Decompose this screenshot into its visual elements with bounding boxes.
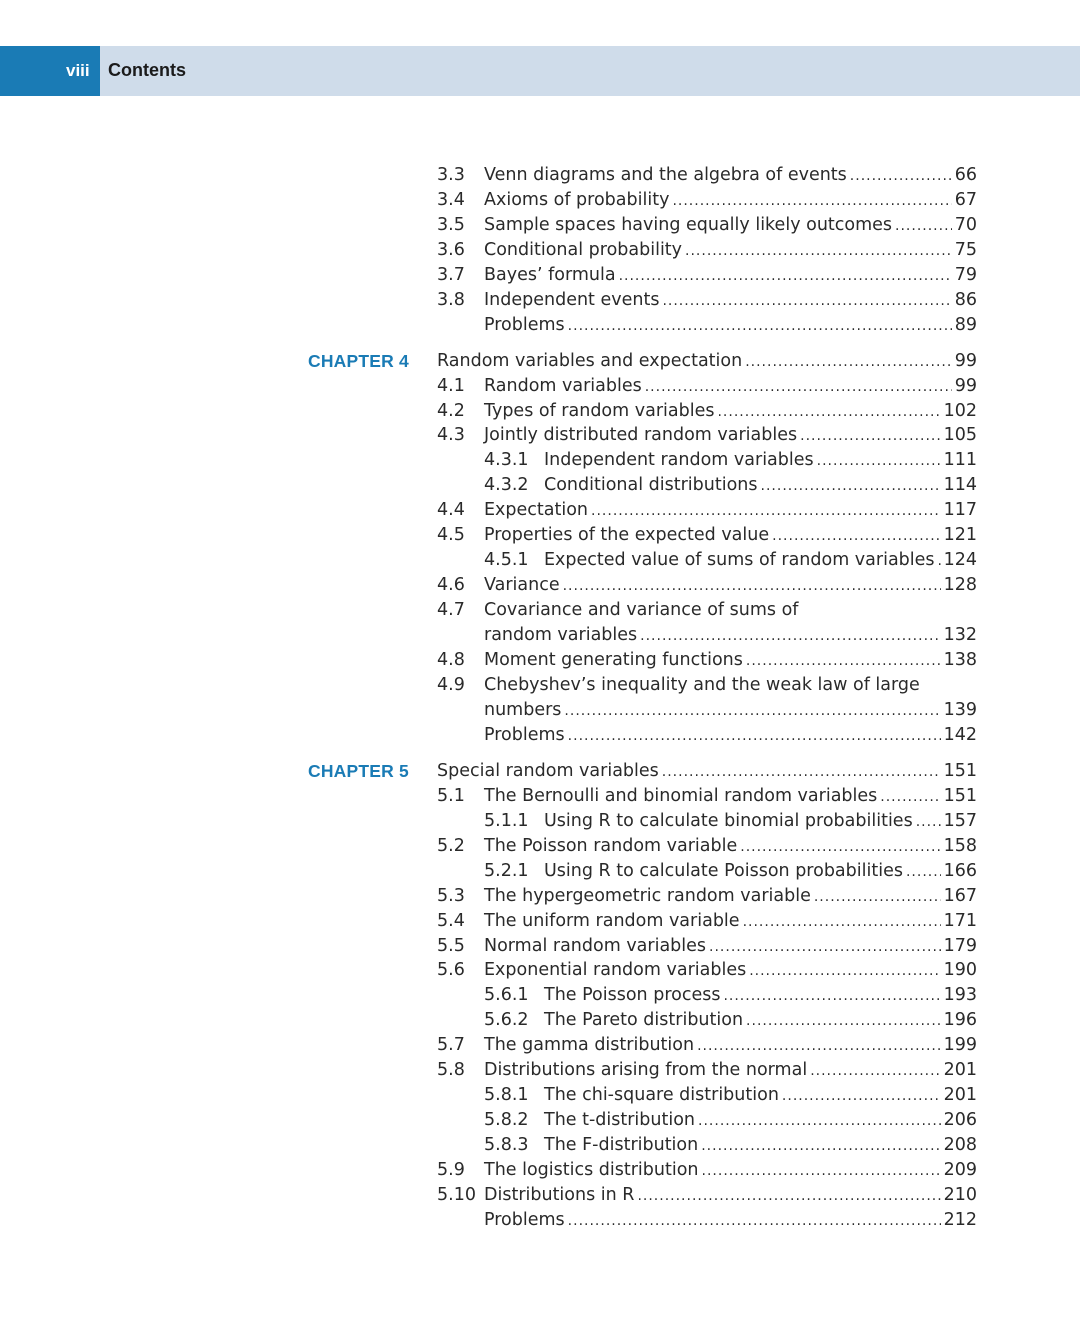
toc-row — [0, 623, 1080, 648]
entry-title: Distributions arising from the normal — [484, 1058, 810, 1083]
entry-title: The Bernoulli and binomial random variables — [484, 784, 880, 809]
section-number: 5.8 — [437, 1060, 465, 1080]
page-reference: 212 — [943, 1210, 977, 1230]
dot-leader — [749, 959, 940, 984]
toc-entry[interactable] — [484, 934, 977, 960]
toc-entry[interactable] — [484, 1033, 977, 1059]
toc-entry[interactable] — [484, 263, 977, 289]
entry-title: Problems — [484, 313, 568, 338]
dot-leader — [743, 910, 941, 935]
entry-title: Problems — [484, 1208, 568, 1233]
page-reference: 114 — [943, 475, 977, 495]
dot-leader — [810, 1059, 940, 1084]
toc-entry[interactable] — [484, 374, 977, 400]
toc-entry[interactable] — [484, 958, 977, 984]
entry-title: The Poisson process — [544, 983, 723, 1008]
toc-row — [0, 448, 1080, 473]
entry-title: The chi-square distribution — [544, 1083, 782, 1108]
entry-title: Expectation — [484, 498, 591, 523]
entry-title: Covariance and variance of sums of — [484, 598, 801, 623]
dot-leader — [709, 935, 941, 960]
toc-row — [0, 263, 1080, 288]
toc-row — [0, 1033, 1080, 1058]
toc-entry[interactable] — [484, 423, 977, 449]
entry-title: Axioms of probability — [484, 188, 672, 213]
dot-leader — [702, 1159, 941, 1184]
dot-leader — [619, 264, 952, 289]
dot-leader — [817, 449, 941, 474]
section-number: 4.3.1 — [484, 450, 529, 470]
toc-row — [0, 523, 1080, 548]
section-number: 4.5.1 — [484, 550, 529, 570]
page-reference: 75 — [954, 240, 977, 260]
page-reference: 66 — [954, 165, 977, 185]
dot-leader — [850, 164, 952, 189]
entry-title: Independent random variables — [544, 448, 817, 473]
toc-row — [0, 1133, 1080, 1158]
page-reference: 124 — [943, 550, 977, 570]
dot-leader — [723, 984, 940, 1009]
toc-row — [0, 423, 1080, 448]
chapter-label: CHAPTER 5 — [308, 761, 409, 781]
toc-entry[interactable] — [484, 498, 977, 524]
page-reference: 70 — [954, 215, 977, 235]
toc-row — [0, 1183, 1080, 1208]
section-number: 5.6 — [437, 960, 465, 980]
entry-title: Variance — [484, 573, 563, 598]
page-reference: 117 — [943, 500, 977, 520]
section-number: 5.10 — [437, 1185, 476, 1205]
page-reference: 171 — [943, 911, 977, 931]
dot-leader — [746, 649, 941, 674]
entry-title: Bayes’ formula — [484, 263, 619, 288]
page-reference: 151 — [943, 786, 977, 806]
dot-leader — [916, 810, 941, 835]
toc-entry[interactable] — [544, 548, 977, 574]
toc-row — [0, 473, 1080, 498]
toc-entry[interactable] — [544, 448, 977, 474]
page-reference: 105 — [943, 425, 977, 445]
toc-row — [0, 698, 1080, 723]
page-reference: 132 — [943, 625, 977, 645]
dot-leader — [746, 1009, 941, 1034]
page-reference: 158 — [943, 836, 977, 856]
page-reference: 99 — [954, 376, 977, 396]
page-reference: 210 — [943, 1185, 977, 1205]
dot-leader — [640, 624, 940, 649]
page-reference: 167 — [943, 886, 977, 906]
page-reference: 139 — [943, 700, 977, 720]
dot-leader — [568, 314, 952, 339]
toc-entry[interactable] — [484, 1183, 977, 1209]
dot-leader — [564, 699, 940, 724]
toc-entry[interactable] — [484, 523, 977, 549]
dot-leader — [906, 860, 941, 885]
dot-leader — [895, 214, 952, 239]
dot-leader — [800, 424, 940, 449]
page-reference: 89 — [954, 315, 977, 335]
entry-title: numbers — [484, 698, 564, 723]
toc-entry[interactable] — [437, 349, 977, 375]
toc-row — [0, 1083, 1080, 1108]
section-number: 3.8 — [437, 290, 465, 310]
toc-entry[interactable] — [484, 784, 977, 810]
toc-entry[interactable] — [544, 1108, 977, 1134]
page-reference: 138 — [943, 650, 977, 670]
section-number: 4.5 — [437, 525, 465, 545]
toc-row — [0, 723, 1080, 748]
toc-entry[interactable] — [484, 698, 977, 724]
section-number: 3.6 — [437, 240, 465, 260]
dot-leader — [645, 375, 952, 400]
section-number: 5.1 — [437, 786, 465, 806]
entry-title: Using R to calculate binomial probabilities — [544, 809, 916, 834]
entry-title: The logistics distribution — [484, 1158, 702, 1183]
toc-row — [0, 859, 1080, 884]
toc-row — [0, 163, 1080, 188]
section-number: 4.9 — [437, 675, 465, 695]
page-reference: 190 — [943, 960, 977, 980]
toc-entry[interactable] — [484, 834, 977, 860]
entry-title: Random variables and expectation — [437, 349, 745, 374]
section-number: 5.6.1 — [484, 985, 529, 1005]
page-reference: 111 — [943, 450, 977, 470]
entry-title: Distributions in R — [484, 1183, 637, 1208]
entry-title: Types of random variables — [484, 399, 717, 424]
toc-row — [0, 213, 1080, 238]
section-number: 5.4 — [437, 911, 465, 931]
entry-title: Special random variables — [437, 759, 662, 784]
dot-leader — [717, 400, 940, 425]
entry-title: Independent events — [484, 288, 662, 313]
toc-row — [0, 1008, 1080, 1033]
toc-entry[interactable] — [484, 573, 977, 599]
toc-row — [0, 673, 1080, 698]
page-reference: 99 — [954, 351, 977, 371]
toc-row — [0, 238, 1080, 263]
toc-entry[interactable] — [484, 1158, 977, 1184]
dot-leader — [637, 1184, 940, 1209]
toc-entry[interactable] — [484, 313, 977, 339]
section-number: 5.2.1 — [484, 861, 529, 881]
entry-title: Conditional probability — [484, 238, 685, 263]
toc-entry[interactable] — [484, 238, 977, 264]
toc-row — [0, 809, 1080, 834]
entry-title: Expected value of sums of random variables — [544, 548, 938, 573]
entry-title: The Poisson random variable — [484, 834, 740, 859]
toc-row — [0, 188, 1080, 213]
toc-entry[interactable] — [484, 1058, 977, 1084]
page-reference: 121 — [943, 525, 977, 545]
toc-row — [0, 1058, 1080, 1083]
dot-leader — [814, 885, 941, 910]
page-reference: 206 — [943, 1110, 977, 1130]
entry-title: Using R to calculate Poisson probabilities — [544, 859, 906, 884]
entry-title: Sample spaces having equally likely outcomes — [484, 213, 895, 238]
toc-entry[interactable] — [484, 1208, 977, 1234]
toc-entry[interactable] — [544, 1133, 977, 1159]
toc-row — [0, 548, 1080, 573]
section-number: 4.4 — [437, 500, 465, 520]
toc-entry[interactable] — [484, 623, 977, 649]
entry-title: The uniform random variable — [484, 909, 743, 934]
toc-entry[interactable] — [484, 188, 977, 214]
page-reference: 196 — [943, 1010, 977, 1030]
toc-entry[interactable] — [484, 399, 977, 425]
toc-entry[interactable] — [544, 473, 977, 499]
dot-leader — [745, 350, 952, 375]
entry-title: The Pareto distribution — [544, 1008, 746, 1033]
section-number: 5.6.2 — [484, 1010, 529, 1030]
page-reference: 208 — [943, 1135, 977, 1155]
toc-row — [0, 1158, 1080, 1183]
section-number: 3.3 — [437, 165, 465, 185]
page-reference: 199 — [943, 1035, 977, 1055]
page-reference: 102 — [943, 401, 977, 421]
section-number: 5.7 — [437, 1035, 465, 1055]
toc-row — [0, 983, 1080, 1008]
toc-row — [0, 958, 1080, 983]
dot-leader — [662, 289, 951, 314]
section-number: 3.5 — [437, 215, 465, 235]
entry-title: Jointly distributed random variables — [484, 423, 800, 448]
dot-leader — [698, 1109, 941, 1134]
toc-row — [0, 934, 1080, 959]
dot-leader — [880, 785, 940, 810]
entry-title: Venn diagrams and the algebra of events — [484, 163, 850, 188]
page-reference: 193 — [943, 985, 977, 1005]
section-number: 5.2 — [437, 836, 465, 856]
dot-leader — [591, 499, 941, 524]
page-reference: 201 — [943, 1060, 977, 1080]
section-number: 5.8.1 — [484, 1085, 529, 1105]
entry-title: Problems — [484, 723, 568, 748]
section-number: 3.4 — [437, 190, 465, 210]
toc-entry[interactable] — [484, 909, 977, 935]
page-reference: 86 — [954, 290, 977, 310]
entry-title: Chebyshev’s inequality and the weak law of large — [484, 673, 923, 698]
section-number: 4.1 — [437, 376, 465, 396]
section-number: 3.7 — [437, 265, 465, 285]
entry-title: Normal random variables — [484, 934, 709, 959]
dot-leader — [761, 474, 941, 499]
toc-entry[interactable] — [437, 759, 977, 785]
toc-entry[interactable] — [484, 884, 977, 910]
section-number: 4.3 — [437, 425, 465, 445]
entry-title: Conditional distributions — [544, 473, 761, 498]
dot-leader — [672, 189, 951, 214]
section-number: 4.2 — [437, 401, 465, 421]
toc-entry[interactable] — [484, 723, 977, 749]
toc-row — [0, 909, 1080, 934]
toc-entry[interactable] — [544, 859, 977, 885]
entry-title: random variables — [484, 623, 640, 648]
toc-row — [0, 399, 1080, 424]
toc-entry[interactable] — [544, 809, 977, 835]
toc-entry[interactable] — [484, 288, 977, 314]
dot-leader — [740, 835, 940, 860]
toc-row — [0, 288, 1080, 313]
dot-leader — [697, 1034, 941, 1059]
entry-title: Random variables — [484, 374, 645, 399]
toc-entry[interactable] — [484, 213, 977, 239]
dot-leader — [685, 239, 952, 264]
page-reference: 79 — [954, 265, 977, 285]
dot-leader — [568, 1209, 941, 1234]
section-number: 4.3.2 — [484, 475, 529, 495]
dot-leader — [772, 524, 940, 549]
page-reference: 151 — [943, 761, 977, 781]
chapter-row — [0, 349, 1080, 374]
section-number: 4.8 — [437, 650, 465, 670]
toc-entry[interactable] — [544, 1008, 977, 1034]
section-number: 5.3 — [437, 886, 465, 906]
section-number: 5.9 — [437, 1160, 465, 1180]
dot-leader — [701, 1134, 940, 1159]
toc-row — [0, 784, 1080, 809]
section-number: 5.1.1 — [484, 811, 529, 831]
chapter-label: CHAPTER 4 — [308, 351, 409, 371]
entry-title: Exponential random variables — [484, 958, 749, 983]
toc-entry[interactable] — [484, 648, 977, 674]
header-title: Contents — [108, 60, 186, 80]
toc-row — [0, 1208, 1080, 1233]
toc-row — [0, 884, 1080, 909]
section-number: 5.5 — [437, 936, 465, 956]
chapter-row — [0, 759, 1080, 784]
toc-entry[interactable] — [544, 983, 977, 1009]
section-number: 5.8.3 — [484, 1135, 529, 1155]
entry-title: The F-distribution — [544, 1133, 701, 1158]
entry-title: The gamma distribution — [484, 1033, 697, 1058]
page-header — [0, 46, 1080, 96]
page-reference: 166 — [943, 861, 977, 881]
toc-row — [0, 648, 1080, 673]
section-number: 4.6 — [437, 575, 465, 595]
toc-entry[interactable] — [484, 598, 977, 623]
page-reference: 179 — [943, 936, 977, 956]
entry-title: The hypergeometric random variable — [484, 884, 814, 909]
page-reference: 157 — [943, 811, 977, 831]
dot-leader — [563, 574, 941, 599]
toc-entry[interactable] — [544, 1083, 977, 1109]
entry-title: Properties of the expected value — [484, 523, 772, 548]
toc-entry[interactable] — [484, 163, 977, 189]
section-number: 4.7 — [437, 600, 465, 620]
page-reference: 209 — [943, 1160, 977, 1180]
toc-row — [0, 374, 1080, 399]
page-reference: 128 — [943, 575, 977, 595]
dot-leader — [782, 1084, 941, 1109]
entry-title: The t-distribution — [544, 1108, 698, 1133]
dot-leader — [662, 760, 941, 785]
toc-row — [0, 598, 1080, 623]
toc-row — [0, 313, 1080, 338]
toc-row — [0, 834, 1080, 859]
section-number: 5.8.2 — [484, 1110, 529, 1130]
page-reference: 201 — [943, 1085, 977, 1105]
toc-row — [0, 573, 1080, 598]
toc-entry[interactable] — [484, 673, 977, 698]
entry-title: Moment generating functions — [484, 648, 746, 673]
dot-leader — [568, 724, 941, 749]
page-number: viii — [66, 61, 90, 80]
page-reference: 142 — [943, 725, 977, 745]
toc-row — [0, 1108, 1080, 1133]
toc-row — [0, 498, 1080, 523]
page-reference: 67 — [954, 190, 977, 210]
